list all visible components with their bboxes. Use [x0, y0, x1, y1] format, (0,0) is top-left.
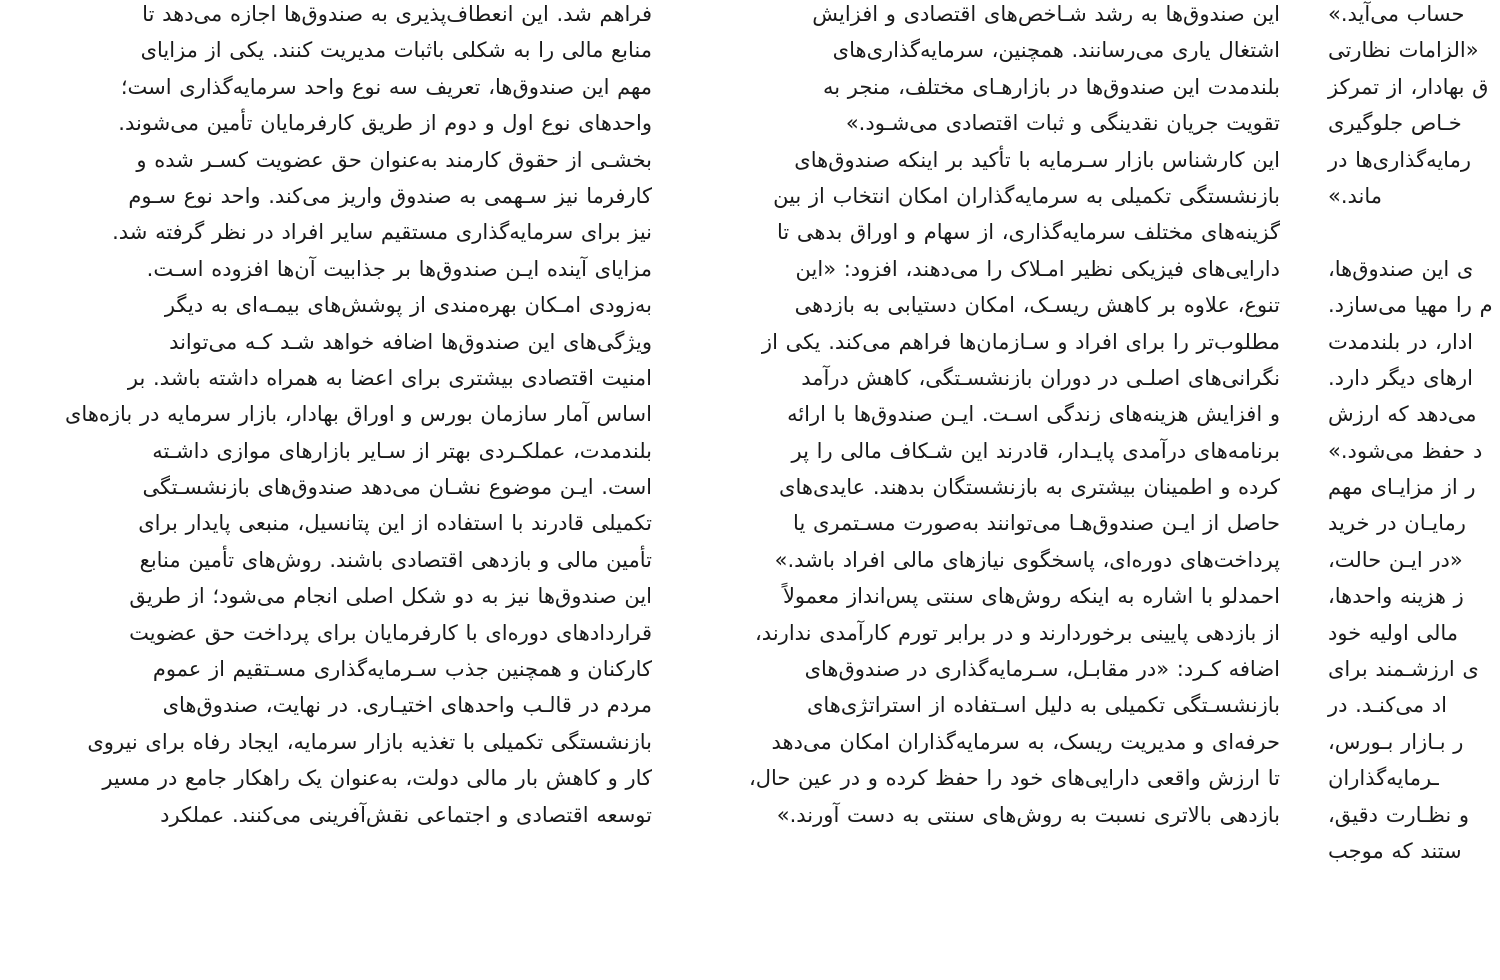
text-line: تقویت جریان نقدینگی و ثبات اقتصادی می‌شـود.»: [845, 111, 1280, 136]
text-line: تا ارزش واقعی دارایی‌های خود را حفظ کرده و در عین حال،: [748, 766, 1280, 791]
text-line: است. ایـن موضوع نشـان می‌دهد صندوق‌های بازنشسـتگی: [142, 475, 652, 500]
text-column-left: [64, 0, 652, 833]
text-line: رمایـان در خرید: [1328, 511, 1466, 536]
text-line: مردم در قالـب واحدهای اختیـاری. در نهایت، صندوق‌های: [162, 693, 652, 718]
text-line: بلندمدت، عملکـردی بهتر از سـایر بازارهای موازی داشـته: [152, 438, 652, 463]
text-line: برنامه‌های درآمدی پایـدار، قادرند این شـکاف مالی را پر: [791, 438, 1280, 463]
text-line: مالی اولیه خود: [1328, 620, 1459, 645]
text-line: نگرانی‌های اصلـی در دوران بازنشسـتگی، کاهش درآمد: [801, 365, 1280, 390]
text-line: بازدهی بالاتری نسبت به روش‌های سنتی به دست آورند.»: [776, 802, 1280, 827]
text-line: مزایای آینده ایـن صندوق‌ها بر جذابیت آن‌ها افزوده اسـت.: [146, 256, 652, 281]
text-line: اساس آمار سازمان بورس و اوراق بهادار، بازار سرمایه در بازه‌های: [64, 402, 652, 427]
text-line: مطلوب‌تر را برای افراد و سـازمان‌ها فراهم می‌کند. یکی از: [761, 329, 1280, 354]
text-line: فراهم شد. این انعطاف‌پذیری به صندوق‌ها اجازه می‌دهد تا: [142, 2, 652, 26]
text-line: ی ارزشـمند برای: [1328, 657, 1479, 682]
text-line: ق بهادار، از تمرکز: [1328, 74, 1489, 99]
text-line: حرفه‌ای و مدیریت ریسک، به سرمایه‌گذاران امکان می‌دهد: [771, 729, 1280, 754]
text-line: خـاص جلوگیری: [1328, 111, 1462, 136]
text-line: به‌زودی امـکان بهره‌مندی از پوشش‌های بیمـه‌ای به دیگر: [164, 293, 652, 318]
text-line: ماند.»: [1328, 183, 1383, 208]
text-line: ـرمایه‌گذاران: [1328, 766, 1439, 791]
text-line: م را مهیا می‌سازد.: [1328, 293, 1493, 318]
text-line: از بازدهی پایینی برخوردارند و در برابر تورم کارآمدی ندارند،: [755, 620, 1280, 645]
text-line: کارفرما نیز سـهمی به صندوق واریز می‌کند. واحد نوع سـوم: [128, 183, 652, 208]
text-line: نیز برای سرمایه‌گذاری مستقیم سایر افراد در نظر گرفته شد.: [112, 220, 652, 245]
text-line: ز هزینه واحدها،: [1328, 584, 1464, 609]
text-line: اشتغال یاری می‌رسانند. همچنین، سرمایه‌گذاری‌های: [832, 38, 1280, 63]
text-line: بازنشستگی تکمیلی به سرمایه‌گذاران امکان انتخاب از بین: [773, 183, 1280, 208]
text-line: توسعه اقتصادی و اجتماعی نقش‌آفرینی می‌کنند. عملکرد: [160, 802, 652, 827]
text-line: تنوع، علاوه بر کاهش ریسـک، امکان دستیابی به بازدهی: [794, 293, 1280, 318]
text-line: حساب می‌آید.»: [1328, 2, 1465, 26]
text-line: احمدلو با اشاره به اینکه روش‌های سنتی پس‌انداز معمولاً: [782, 584, 1280, 609]
text-line: و نظـارت دقیق،: [1328, 802, 1470, 827]
text-line: اضافه کـرد: «در مقابـل، سـرمایه‌گذاری در صندوق‌های: [804, 657, 1280, 682]
text-line: و افزایش هزینه‌های زندگی اسـت. ایـن صندوق‌ها با ارائه: [787, 402, 1280, 427]
text-line: تأمین مالی و بازدهی اقتصادی باشند. روش‌های تأمین منابع: [139, 547, 652, 572]
text-line: قراردادهای دوره‌ای با کارفرمایان برای پرداخت حق عضویت: [129, 620, 652, 645]
text-line: کارکنان و همچنین جذب سـرمایه‌گذاری مسـتقیم از عموم: [152, 657, 652, 682]
text-line: این صندوق‌ها نیز به دو شکل اصلی انجام می‌شود؛ از طریق: [129, 584, 652, 609]
text-column-right: [1328, 0, 1500, 869]
text-line: کرده و اطمینان بیشتری به بازنشستگان بدهند. عایدی‌های: [779, 475, 1280, 500]
text-line: حاصل از ایـن صندوق‌هـا می‌توانند به‌صورت مسـتمری یا: [793, 511, 1280, 536]
text-line: د حفظ می‌شود.»: [1328, 438, 1483, 463]
text-line: «الزامات نظارتی: [1328, 38, 1479, 63]
text-line: بلندمدت این صندوق‌ها در بازارهـای مختلف، منجر به: [822, 74, 1280, 99]
text-line: ادار، در بلندمدت: [1328, 329, 1473, 354]
text-line: این کارشناس بازار سـرمایه با تأکید بر اینکه صندوق‌های: [794, 147, 1280, 172]
text-line: اد می‌کنـد. در: [1328, 693, 1447, 718]
text-line: بازنشسـتگی تکمیلی به دلیل اسـتفاده از استراتژی‌های: [806, 693, 1280, 718]
text-line: ر بـازار بـورس،: [1328, 729, 1464, 754]
text-line: منابع مالی را به شکلی باثبات مدیریت کنند. یکی از مزایای: [140, 38, 652, 63]
text-line: واحدهای نوع اول و دوم از طریق کارفرمایان تأمین می‌شوند.: [118, 111, 652, 136]
text-line: کار و کاهش بار مالی دولت، به‌عنوان یک راهکار جامع در مسیر: [102, 766, 652, 791]
text-line: ویژگی‌های این صندوق‌ها اضافه خواهد شـد کـه می‌تواند: [169, 329, 652, 354]
text-line: ر از مزایـای مهم: [1328, 475, 1476, 500]
text-line: بازنشستگی تکمیلی با تغذیه بازار سرمایه، ایجاد رفاه برای نیروی: [87, 729, 652, 754]
text-line: [1328, 214, 1500, 250]
text-line: دارایی‌های فیزیکی نظیر امـلاک را می‌دهند، افزود: «این: [795, 256, 1280, 281]
text-line: «در ایـن حالت،: [1328, 547, 1463, 572]
text-line: تکمیلی قادرند با استفاده از این پتانسیل، منبعی پایدار برای: [138, 511, 652, 536]
text-line: مهم این صندوق‌ها، تعریف سه نوع واحد سرمایه‌گذاری است؛: [120, 74, 652, 99]
text-line: ارهای دیگر دارد.: [1328, 365, 1473, 390]
text-column-middle: [696, 0, 1280, 833]
text-line: بخشـی از حقوق کارمند به‌عنوان حق عضویت کسـر شده و: [136, 147, 652, 172]
text-line: می‌دهد که ارزش: [1328, 402, 1477, 427]
text-line: امنیت اقتصادی بیشتری برای اعضا به همراه داشته باشد. بر: [127, 365, 652, 390]
text-line: ستند که موجب: [1328, 838, 1462, 863]
text-line: رمایه‌گذاری‌ها در: [1328, 147, 1471, 172]
text-line: پرداخت‌های دوره‌ای، پاسخگوی نیازهای مالی افراد باشد.»: [774, 547, 1280, 572]
text-line: گزینه‌های مختلف سرمایه‌گذاری، از سهام و اوراق بدهی تا: [776, 220, 1280, 245]
text-line: ی این صندوق‌ها،: [1328, 256, 1474, 281]
text-line: این صندوق‌ها به رشد شـاخص‌های اقتصادی و افزایش: [812, 2, 1280, 26]
